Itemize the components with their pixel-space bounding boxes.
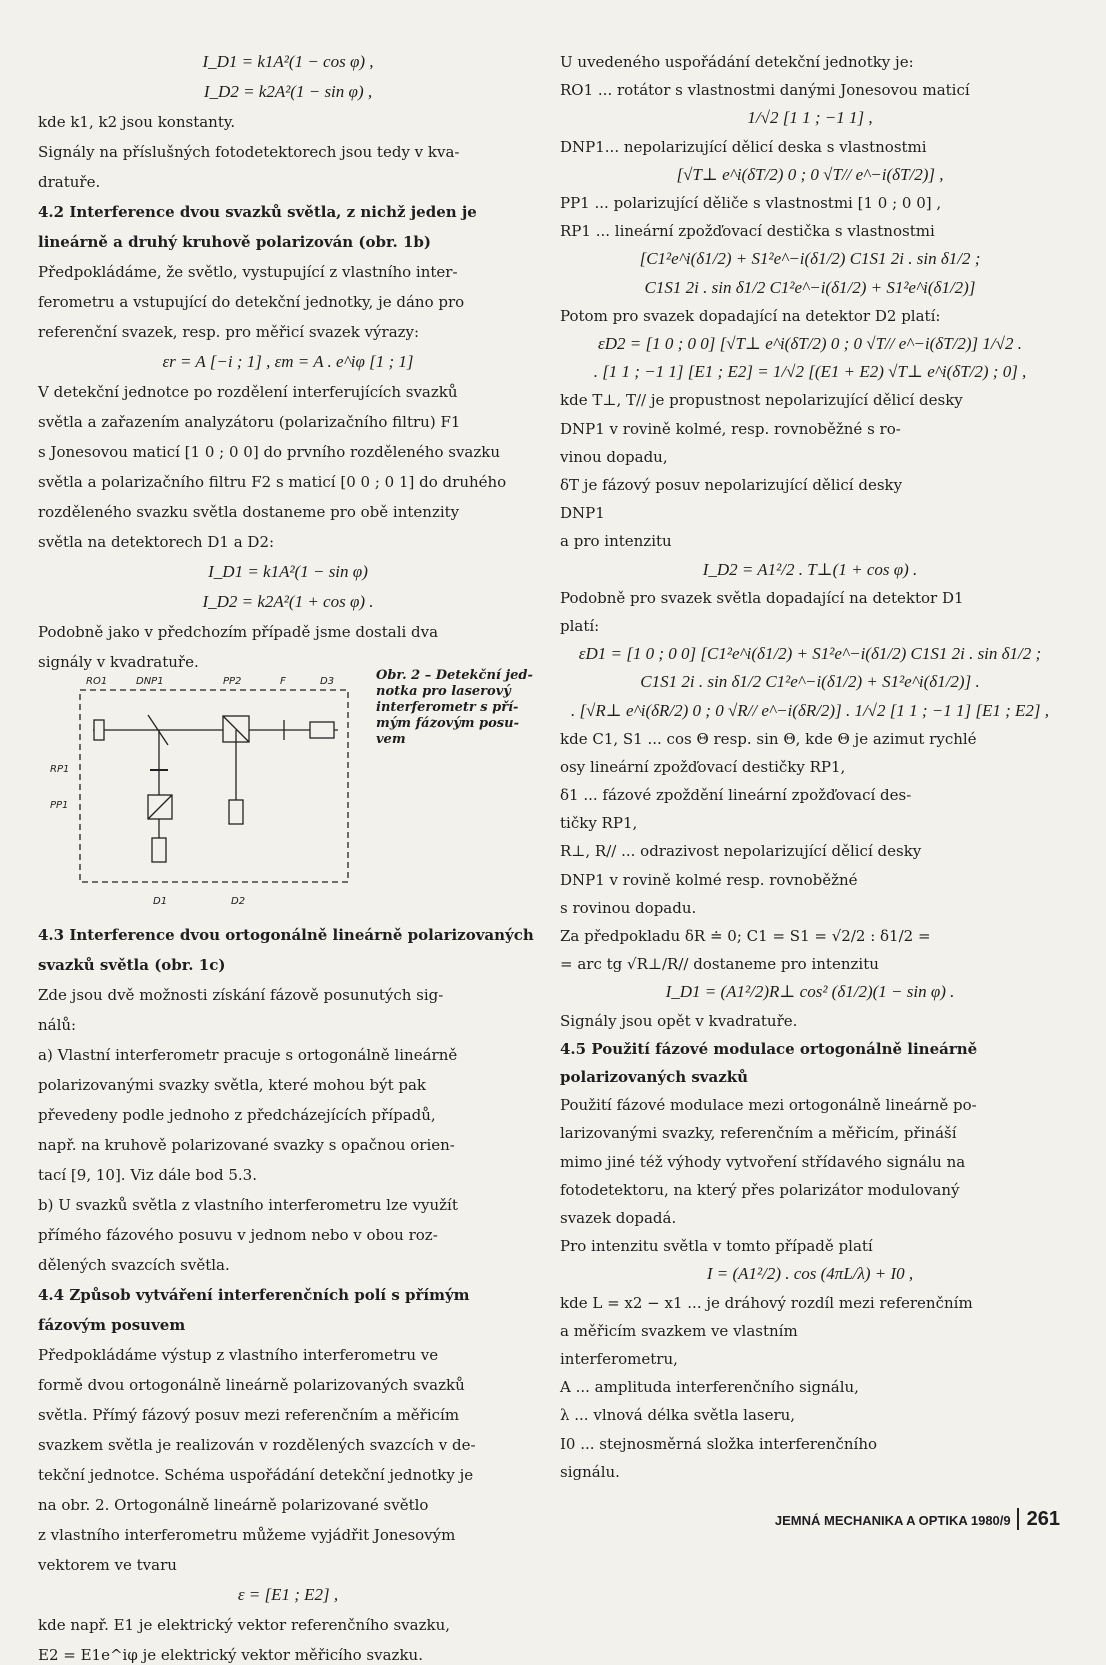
- caption-line: notka pro laserový: [376, 684, 511, 699]
- text-line: V detekční jednotce po rozdělení interferujících svazků: [38, 383, 458, 401]
- text-line: kde např. E1 je elektrický vektor referenčního svazku,: [38, 1616, 451, 1634]
- text-line: Použití fázové modulace mezi ortogonálně lineárně po-: [560, 1096, 977, 1115]
- text-line: λ ... vlnová délka světla laseru,: [560, 1406, 796, 1425]
- label-d1: D1: [153, 896, 168, 907]
- figure-detection-unit: [38, 670, 538, 920]
- text-line: a pro intenzitu: [560, 532, 672, 551]
- journal-name: JEMNÁ MECHANIKA A OPTIKA 1980/9: [774, 1513, 1011, 1528]
- text-line: dratuře.: [38, 173, 101, 191]
- text-line: larizovanými svazky, referenčním a měřicím, přináší: [560, 1124, 957, 1143]
- equation-line: 1/√2 [1 1 ; −1 1] ,: [747, 108, 873, 128]
- text-line: tací [9, 10]. Viz dále bod 5.3.: [38, 1166, 257, 1184]
- caption-line: mým fázovým posu-: [376, 716, 519, 731]
- text-line: svazek dopadá.: [560, 1209, 677, 1228]
- text-line: vektorem ve tvaru: [38, 1556, 177, 1574]
- text-line: světla a polarizačního filtru F2 s maticí [0 0 ; 0 1] do druhého: [38, 473, 507, 491]
- equation-line: I_D2 = k2A²(1 − sin φ) ,: [203, 82, 373, 101]
- caption-line: interferometr s pří-: [376, 700, 519, 715]
- text-line: I0 ... stejnosměrná složka interferenčního: [560, 1434, 878, 1453]
- text-line: polarizovanými svazky světla, které mohou být pak: [38, 1076, 427, 1094]
- text-line: svazkem světla je realizován v rozdělených svazcích v de-: [38, 1436, 476, 1454]
- equation-line: εr = A [−i ; 1] , εm = A . e^iφ [1 ; 1]: [162, 352, 414, 371]
- label-pp1: PP1: [50, 800, 69, 811]
- text-line: = arc tg √R⊥/R// dostaneme pro intenzitu: [560, 955, 879, 974]
- label-dnp1: DNP1: [136, 676, 164, 687]
- text-line: Zde jsou dvě možnosti získání fázově posunutých sig-: [38, 986, 444, 1004]
- text-line: dělených svazcích světla.: [38, 1256, 230, 1274]
- text-line: DNP1... nepolarizující dělicí deska s vlastnostmi: [560, 137, 927, 156]
- text-line: RP1 ... lineární zpožďovací destička s vlastnostmi: [560, 222, 935, 241]
- text-line: kde T⊥, T// je propustnost nepolarizující dělicí desky: [560, 391, 963, 410]
- text-line: a) Vlastní interferometr pracuje s ortogonálně lineárně: [38, 1046, 458, 1064]
- text-line: přímého fázového posuvu v jednom nebo v obou roz-: [38, 1226, 438, 1244]
- text-line: Signály na příslušných fotodetektorech jsou tedy v kva-: [38, 143, 460, 161]
- text-line: fotodetektoru, na který přes polarizátor modulovaný: [560, 1180, 960, 1199]
- text-line: formě dvou ortogonálně lineárně polarizovaných svazků: [38, 1376, 465, 1394]
- section-heading: lineárně a druhý kruhově polarizován (obr. 1b): [38, 233, 431, 251]
- equation-line: I = (A1²/2) . cos (4πL/λ) + I0 ,: [706, 1264, 914, 1284]
- text-line: tekční jednotce. Schéma uspořádání detekční jednotky je: [38, 1466, 474, 1484]
- text-line: Předpokládáme výstup z vlastního interferometru ve: [38, 1346, 439, 1364]
- text-line: DNP1: [560, 504, 605, 523]
- text-line: tičky RP1,: [560, 814, 638, 833]
- label-rp1: RP1: [50, 764, 70, 775]
- label-d2: D2: [231, 896, 246, 907]
- equation-line: C1S1 2i . sin δ1/2 C1²e^−i(δ1/2) + S1²e^i(δ1/2)] .: [640, 672, 980, 692]
- text-line: DNP1 v rovině kolmé, resp. rovnoběžné s ro-: [560, 419, 901, 438]
- page-footer: [775, 1508, 1060, 1531]
- text-line: Předpokládáme, že světlo, vystupující z vlastního inter-: [38, 263, 458, 281]
- equation-line: . [1 1 ; −1 1] [E1 ; E2] = 1/√2 [(E1 + E2) √T⊥ e^i(δT/2) ; 0] ,: [593, 362, 1027, 382]
- text-line: kde k1, k2 jsou konstanty.: [38, 113, 236, 131]
- section-heading: svazků světla (obr. 1c): [38, 956, 226, 974]
- text-line: Podobně jako v předchozím případě jsme dostali dva: [38, 623, 439, 641]
- section-heading: 4.3 Interference dvou ortogonálně lineárně polarizovaných: [38, 926, 534, 944]
- text-line: s Jonesovou maticí [1 0 ; 0 0] do prvního rozděleného svazku: [38, 443, 501, 461]
- equation-line: εD1 = [1 0 ; 0 0] [C1²e^i(δ1/2) + S1²e^−i(δ1/2) C1S1 2i . sin δ1/2 ;: [578, 644, 1042, 664]
- text-line: signály v kvadratuře.: [38, 653, 199, 671]
- section-heading: 4.5 Použití fázové modulace ortogonálně lineárně: [560, 1039, 978, 1058]
- section-heading: 4.4 Způsob vytváření interferenčních polí s přímým: [38, 1286, 470, 1304]
- text-line: kde L = x2 − x1 ... je dráhový rozdíl mezi referenčním: [560, 1293, 973, 1312]
- equation-line: I_D1 = k1A²(1 − sin φ): [208, 562, 368, 581]
- text-line: rozděleného svazku světla dostaneme pro obě intenzity: [38, 503, 460, 521]
- equation-line: [√T⊥ e^i(δT/2) 0 ; 0 √T// e^−i(δT/2)] ,: [676, 164, 944, 184]
- text-line: z vlastního interferometru můžeme vyjádřit Jonesovým: [38, 1526, 456, 1544]
- text-line: světla a zařazením analyzátoru (polarizačního filtru) F1: [38, 413, 461, 431]
- text-line: b) U svazků světla z vlastního interferometru lze využít: [38, 1196, 458, 1214]
- unit-frame: [80, 690, 348, 882]
- text-line: světla. Přímý fázový posuv mezi referenčním a měřicím: [38, 1406, 460, 1424]
- section-heading: polarizovaných svazků: [560, 1068, 749, 1087]
- label-pp2: PP2: [223, 676, 242, 687]
- text-line: např. na kruhově polarizované svazky s opačnou orien-: [38, 1136, 455, 1154]
- text-line: interferometru,: [560, 1350, 678, 1369]
- text-line: ferometru a vstupující do detekční jednotky, je dáno pro: [38, 293, 465, 311]
- page-number: 261: [1017, 1508, 1060, 1530]
- equation-line: I_D1 = (A1²/2)R⊥ cos² (δ1/2)(1 − sin φ) .: [665, 982, 955, 1002]
- equation-line: I_D2 = k2A²(1 + cos φ) .: [202, 592, 374, 611]
- text-line: platí:: [560, 616, 600, 635]
- section-heading: fázovým posuvem: [38, 1316, 186, 1334]
- text-line: DNP1 v rovině kolmé resp. rovnoběžné: [560, 870, 858, 889]
- text-line: Pro intenzitu světla v tomto případě platí: [560, 1237, 873, 1256]
- caption-line: Obr. 2 – Detekční jed-: [376, 668, 533, 683]
- figure-caption: [376, 668, 533, 748]
- text-line: δT je fázový posuv nepolarizující dělicí desky: [560, 475, 903, 494]
- equation-line: I_D1 = k1A²(1 − cos φ) ,: [202, 52, 374, 71]
- text-line: R⊥, R// ... odrazivost nepolarizující dělicí desky: [560, 842, 922, 861]
- section-heading: 4.2 Interference dvou svazků světla, z nichž jeden je: [38, 203, 477, 221]
- text-line: Za předpokladu δR ≐ 0; C1 = S1 = √2/2 : δ1/2 =: [560, 927, 931, 946]
- equation-line: εD2 = [1 0 ; 0 0] [√T⊥ e^i(δT/2) 0 ; 0 √T// e^−i(δT/2)] 1/√2 .: [598, 333, 1022, 353]
- text-line: E2 = E1e^iφ je elektrický vektor měřicího svazku.: [38, 1646, 423, 1664]
- label-f: F: [280, 676, 286, 687]
- text-line: mimo jiné též výhody vytvoření střídavého signálu na: [560, 1152, 966, 1171]
- text-line: a měřicím svazkem ve vlastním: [560, 1321, 798, 1340]
- text-line: Podobně pro svazek světla dopadající na detektor D1: [560, 588, 964, 607]
- text-line: kde C1, S1 ... cos Θ resp. sin Θ, kde Θ je azimut rychlé: [560, 729, 977, 748]
- text-line: Potom pro svazek dopadající na detektor D2 platí:: [560, 306, 941, 325]
- text-line: signálu.: [560, 1462, 620, 1481]
- text-line: na obr. 2. Ortogonálně lineárně polarizované světlo: [38, 1496, 429, 1514]
- label-d3: D3: [320, 676, 335, 687]
- equation-line: ε = [E1 ; E2] ,: [237, 1585, 339, 1604]
- text-line: vinou dopadu,: [560, 447, 668, 466]
- equation-line: C1S1 2i . sin δ1/2 C1²e^−i(δ1/2) + S1²e^i(δ1/2)]: [644, 277, 976, 297]
- caption-line: vem: [376, 732, 406, 747]
- text-line: nálů:: [38, 1016, 77, 1034]
- text-line: převedeny podle jednoho z předcházejících případů,: [38, 1106, 436, 1124]
- text-line: RO1 ... rotátor s vlastnostmi danými Jonesovou maticí: [560, 81, 970, 100]
- text-line: Signály jsou opět v kvadratuře.: [560, 1011, 798, 1030]
- text-line: s rovinou dopadu.: [560, 898, 697, 917]
- text-line: světla na detektorech D1 a D2:: [38, 533, 275, 551]
- label-ro1: RO1: [86, 676, 108, 687]
- figure-diagram: [38, 670, 358, 910]
- text-line: PP1 ... polarizující děliče s vlastnostmi [1 0 ; 0 0] ,: [560, 193, 942, 212]
- text-line: referenční svazek, resp. pro měřicí svazek výrazy:: [38, 323, 420, 341]
- text-line: osy lineární zpožďovací destičky RP1,: [560, 757, 846, 776]
- text-line: U uvedeného uspořádání detekční jednotky je:: [560, 53, 914, 71]
- equation-line: I_D2 = A1²/2 . T⊥(1 + cos φ) .: [702, 559, 918, 579]
- equation-line: [C1²e^i(δ1/2) + S1²e^−i(δ1/2) C1S1 2i . sin δ1/2 ;: [639, 249, 981, 269]
- equation-line: . [√R⊥ e^i(δR/2) 0 ; 0 √R// e^−i(δR/2)] . 1/√2 [1 1 ; −1 1] [E1 ; E2] ,: [570, 700, 1050, 720]
- text-line: A ... amplituda interferenčního signálu,: [560, 1378, 859, 1397]
- text-line: δ1 ... fázové zpoždění lineární zpožďovací des-: [560, 786, 912, 805]
